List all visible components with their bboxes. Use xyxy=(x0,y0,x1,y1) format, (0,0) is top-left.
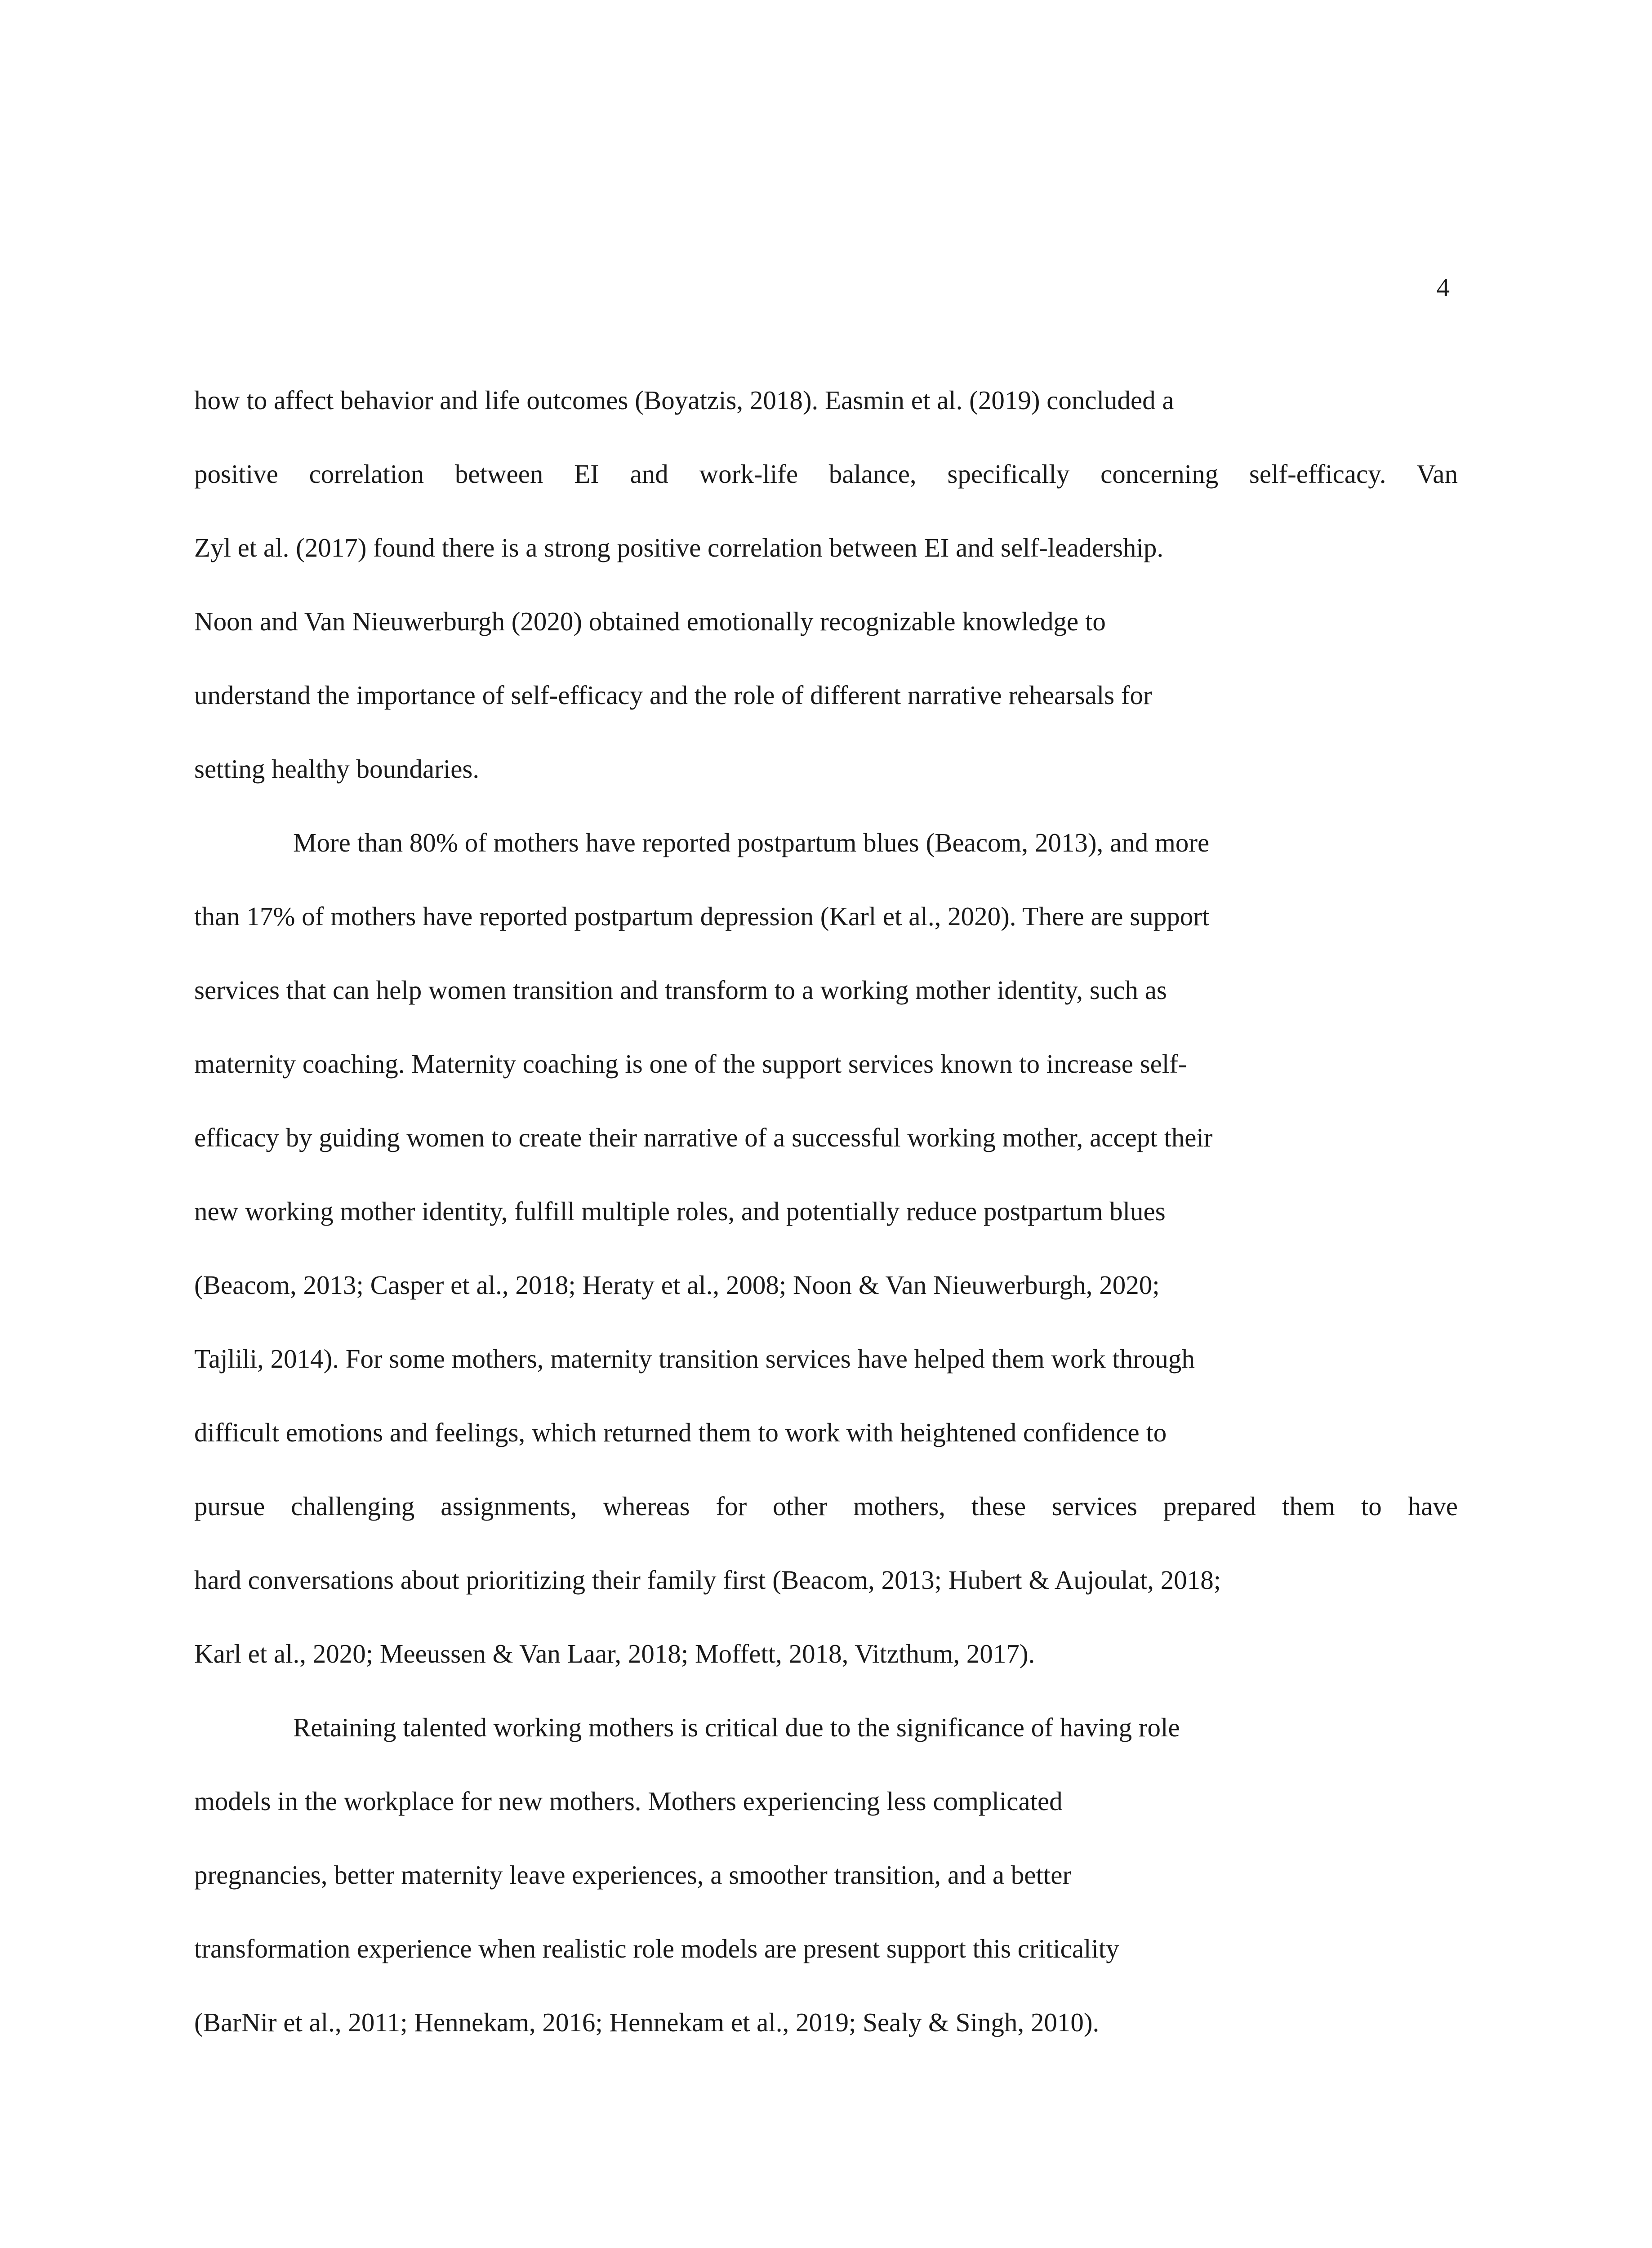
text-line: than 17% of mothers have reported postpartum depression (Karl et al., 2020). There are support xyxy=(194,901,1210,931)
text-line: Retaining talented working mothers is critical due to the significance of having role xyxy=(293,1713,1180,1742)
text-line: how to affect behavior and life outcomes (Boyatzis, 2018). Easmin et al. (2019) concluded a xyxy=(194,385,1174,415)
text-line: (BarNir et al., 2011; Hennekam, 2016; Hennekam et al., 2019; Sealy & Singh, 2010). xyxy=(194,2007,1100,2037)
text-line: pregnancies, better maternity leave experiences, a smoother transition, and a better xyxy=(194,1860,1072,1890)
text-line: More than 80% of mothers have reported postpartum blues (Beacom, 2013), and more xyxy=(293,828,1210,857)
text-line: pursue challenging assignments, whereas for other mothers, these services prepared them to have xyxy=(194,1491,1458,1521)
text-line: setting healthy boundaries. xyxy=(194,754,480,784)
text-line: efficacy by guiding women to create their narrative of a successful working mother, accept their xyxy=(194,1123,1213,1152)
text-line: transformation experience when realistic role models are present support this criticality xyxy=(194,1934,1119,1963)
text-line: Karl et al., 2020; Meeussen & Van Laar, 2018; Moffett, 2018, Vitzthum, 2017). xyxy=(194,1639,1035,1668)
text-line: Tajlili, 2014). For some mothers, maternity transition services have helped them work through xyxy=(194,1344,1195,1374)
text-line: hard conversations about prioritizing their family first (Beacom, 2013; Hubert & Aujoulat, 2018; xyxy=(194,1565,1221,1595)
text-line: positive correlation between EI and work-life balance, specifically concerning self-efficacy. Van xyxy=(194,459,1458,489)
text-line: Noon and Van Nieuwerburgh (2020) obtained emotionally recognizable knowledge to xyxy=(194,607,1106,636)
text-line: Zyl et al. (2017) found there is a strong positive correlation between EI and self-leadership. xyxy=(194,533,1164,562)
text-line: new working mother identity, fulfill multiple roles, and potentially reduce postpartum blues xyxy=(194,1196,1166,1226)
paragraph-2 xyxy=(194,806,1458,1690)
text-line: maternity coaching. Maternity coaching is one of the support services known to increase self- xyxy=(194,1049,1187,1079)
document-body xyxy=(194,363,1458,2059)
page-number: 4 xyxy=(1436,272,1450,302)
text-line: difficult emotions and feelings, which returned them to work with heightened confidence to xyxy=(194,1418,1167,1447)
text-line: services that can help women transition and transform to a working mother identity, such as xyxy=(194,975,1167,1005)
paragraph-3 xyxy=(194,1690,1458,2059)
text-line: (Beacom, 2013; Casper et al., 2018; Heraty et al., 2008; Noon & Van Nieuwerburgh, 2020; xyxy=(194,1270,1160,1300)
text-line: models in the workplace for new mothers. Mothers experiencing less complicated xyxy=(194,1786,1063,1816)
paragraph-1 xyxy=(194,363,1458,806)
text-line: understand the importance of self-efficacy and the role of different narrative rehearsals for xyxy=(194,680,1152,710)
